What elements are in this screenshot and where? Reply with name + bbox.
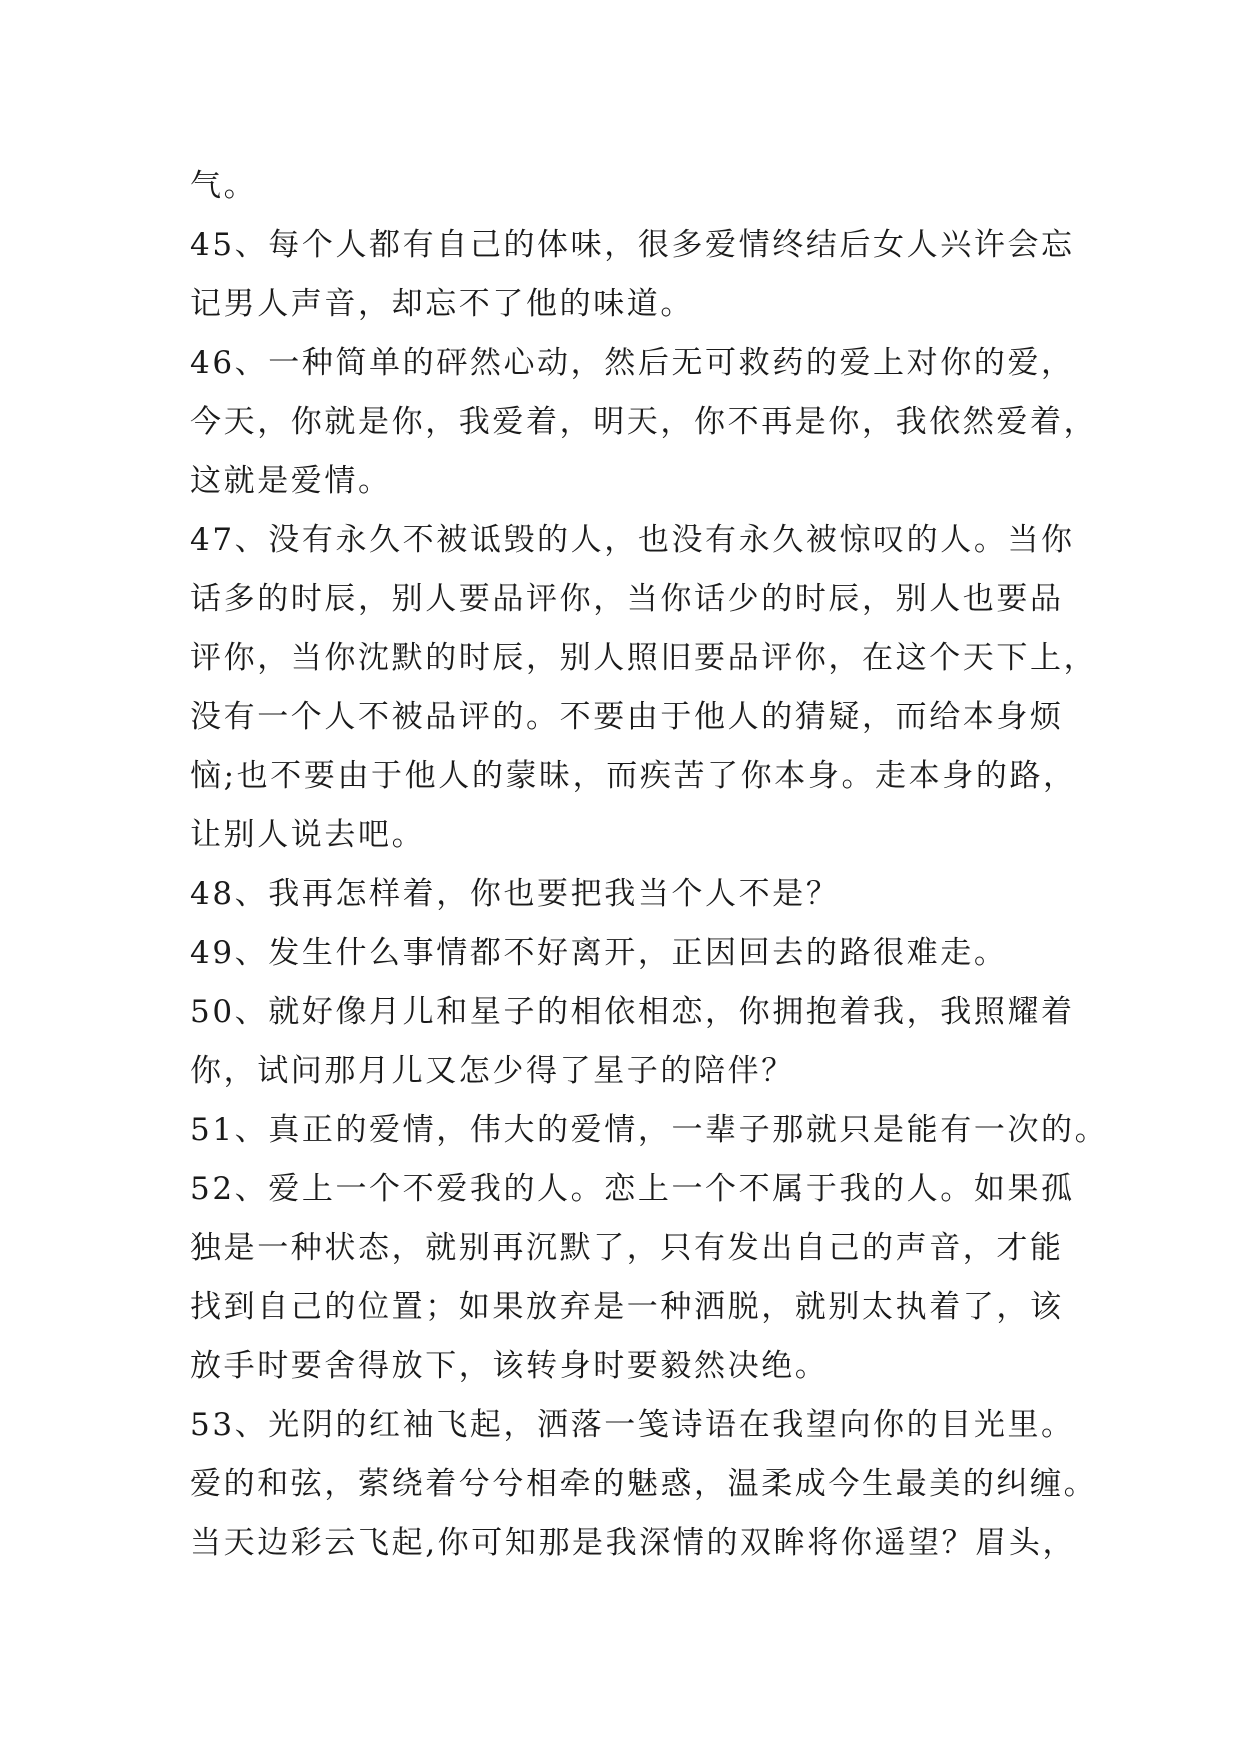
text-line: 你，试问那月儿又怎少得了星子的陪伴？ bbox=[190, 1053, 795, 1089]
text-line: 放手时要舍得放下，该转身时要毅然决绝。 bbox=[190, 1348, 829, 1384]
text-line: 当天边彩云飞起,你可知那是我深情的双眸将你遥望？眉头， bbox=[190, 1525, 1077, 1561]
text-line: 51、真正的爱情，伟大的爱情，一辈子那就只是能有一次的。 bbox=[190, 1112, 1109, 1148]
text-line: 独是一种状态，就别再沉默了，只有发出自己的声音，才能 bbox=[190, 1230, 1064, 1266]
body-text bbox=[190, 157, 1109, 1573]
text-line: 47、没有永久不被诋毁的人，也没有永久被惊叹的人。当你 bbox=[190, 522, 1075, 558]
text-line: 爱的和弦，萦绕着兮兮相牵的魅惑，温柔成今生最美的纠缠。 bbox=[190, 1466, 1098, 1502]
text-line: 今天，你就是你，我爱着，明天，你不再是你，我依然爱着， bbox=[190, 404, 1098, 440]
text-line: 46、一种简单的砰然心动，然后无可救药的爱上对你的爱， bbox=[190, 345, 1075, 381]
text-line: 50、就好像月儿和星子的相依相恋，你拥抱着我，我照耀着 bbox=[190, 994, 1075, 1030]
text-line: 49、发生什么事情都不好离开，正因回去的路很难走。 bbox=[190, 935, 1008, 971]
text-line: 恼;也不要由于他人的蒙昧，而疾苦了你本身。走本身的路， bbox=[190, 758, 1077, 794]
text-line: 52、爱上一个不爱我的人。恋上一个不属于我的人。如果孤 bbox=[190, 1171, 1075, 1207]
text-line: 这就是爱情。 bbox=[190, 463, 392, 499]
text-line: 评你，当你沈默的时辰，别人照旧要品评你，在这个天下上， bbox=[190, 640, 1098, 676]
text-line: 48、我再怎样着，你也要把我当个人不是？ bbox=[190, 876, 840, 912]
text-line: 气。 bbox=[190, 168, 258, 204]
text-line: 45、每个人都有自己的体味，很多爱情终结后女人兴许会忘 bbox=[190, 227, 1075, 263]
text-line: 让别人说去吧。 bbox=[190, 817, 426, 853]
text-line: 没有一个人不被品评的。不要由于他人的猜疑，而给本身烦 bbox=[190, 699, 1064, 735]
text-line: 找到自己的位置；如果放弃是一种洒脱，就别太执着了，该 bbox=[190, 1289, 1064, 1325]
text-line: 记男人声音，却忘不了他的味道。 bbox=[190, 286, 694, 322]
text-line: 53、光阴的红袖飞起，洒落一笺诗语在我望向你的目光里。 bbox=[190, 1407, 1075, 1443]
text-line: 话多的时辰，别人要品评你，当你话少的时辰，别人也要品 bbox=[190, 581, 1064, 617]
